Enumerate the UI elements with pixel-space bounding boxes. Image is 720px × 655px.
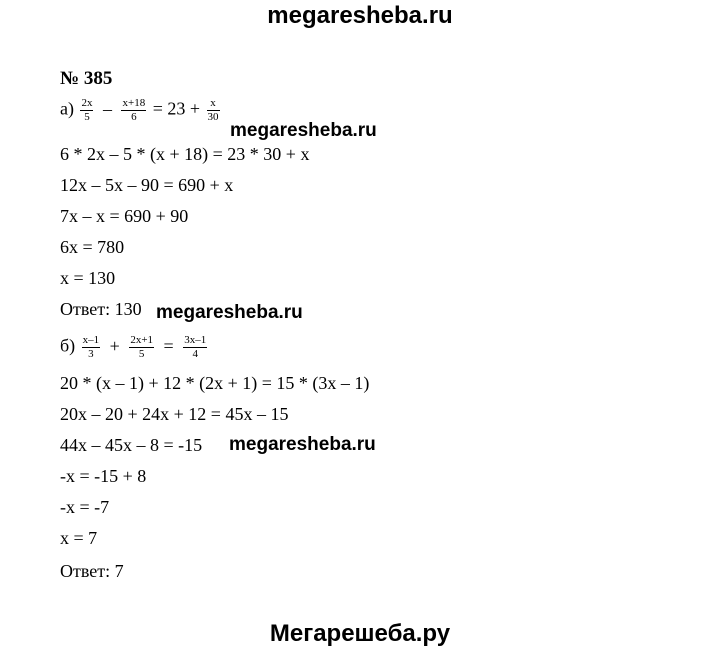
- equation-b: [60, 334, 209, 361]
- step-line: 20 * (x – 1) + 12 * (2x + 1) = 15 * (3x – 1): [60, 373, 370, 393]
- answer-line: Ответ: 130: [60, 299, 142, 319]
- part-b-label: б): [60, 335, 76, 356]
- equation-rhs: = 23 +: [152, 98, 201, 119]
- step-line: 12x – 5x – 90 = 690 + x: [60, 175, 234, 195]
- step-line: 6x = 780: [60, 237, 125, 257]
- answer-line: Ответ: 7: [60, 561, 124, 581]
- fraction: $\frac{2x}{5}$: [81, 97, 93, 123]
- watermark: megaresheba.ru: [229, 434, 376, 455]
- fraction: $\frac{x-1}{3}$: [82, 334, 100, 360]
- step-line: 6 * 2x – 5 * (x + 18) = 23 * 30 + x: [60, 144, 310, 164]
- part-a-label: а): [60, 98, 74, 119]
- site-footer: Мегарешеба.ру: [269, 620, 451, 647]
- step-line: 44x – 45x – 8 = -15: [60, 435, 203, 455]
- equals-sign: =: [163, 335, 174, 356]
- fraction: $\frac{3x-1}{4}$: [184, 334, 207, 360]
- fraction: $\frac{2x+1}{5}$: [130, 334, 154, 360]
- plus-sign: +: [109, 335, 120, 356]
- equation-a: [60, 97, 222, 124]
- watermark: megaresheba.ru: [230, 120, 377, 141]
- step-line: 7x – x = 690 + 90: [60, 206, 189, 226]
- step-line: 20x – 20 + 24x + 12 = 45x – 15: [60, 404, 289, 424]
- fraction: $\frac{x}{30}$: [207, 97, 219, 123]
- fraction: $\frac{x+18}{6}$: [122, 97, 146, 123]
- site-header: megaresheba.ru: [267, 2, 453, 29]
- step-line: x = 7: [60, 528, 98, 548]
- step-line: -x = -7: [60, 497, 110, 517]
- watermark: megaresheba.ru: [156, 302, 303, 323]
- step-line: -x = -15 + 8: [60, 466, 147, 486]
- problem-number: № 385: [60, 68, 113, 89]
- minus-sign: –: [102, 98, 112, 119]
- step-line: x = 130: [60, 268, 116, 288]
